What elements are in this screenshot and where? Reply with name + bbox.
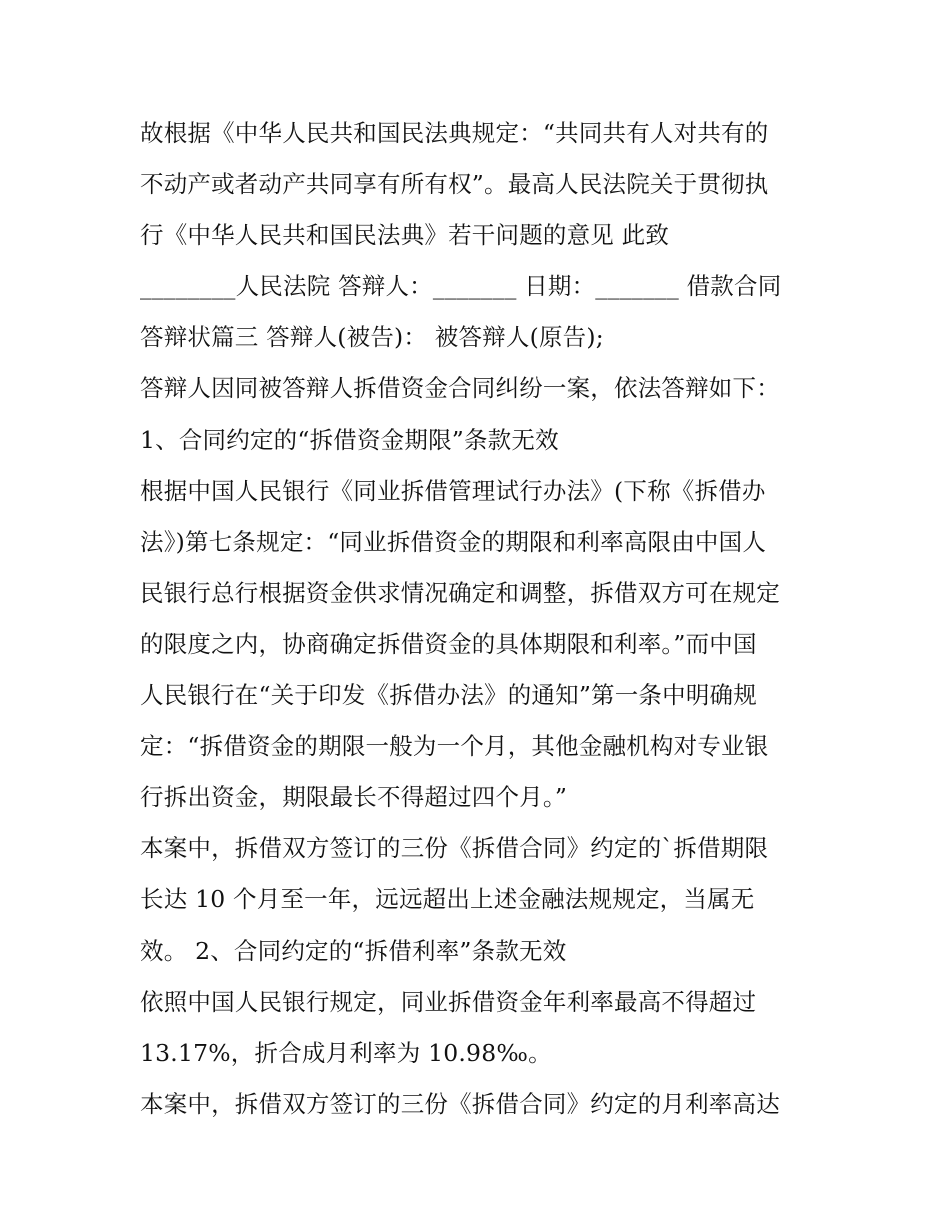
text-line: 民银行总行根据资金供求情况确定和调整，拆借双方可在规定 xyxy=(140,578,780,607)
text-line: 13.17%，折合成月利率为 10.98‰。 xyxy=(140,1038,552,1067)
text-line: 的限度之内，协商确定拆借资金的具体期限和利率。”而中国 xyxy=(140,629,757,658)
text-line: 定：“拆借资金的期限一般为一个月，其他金融机构对专业银 xyxy=(140,732,769,761)
text-line: 行《中华人民共和国民法典》若干问题的意见 此致 xyxy=(140,221,670,250)
text-line: 依照中国人民银行规定，同业拆借资金年利率最高不得超过 xyxy=(140,987,757,1016)
text-line: 不动产或者动产共同享有所有权”。最高人民法院关于贯彻执 xyxy=(140,170,769,199)
text-line: 法》)第七条规定：“同业拆借资金的期限和利率高限由中国人 xyxy=(140,527,767,556)
text-line: 长达 10 个月至一年，远远超出上述金融法规规定，当属无 xyxy=(140,885,755,914)
text-line: 答辩状篇三 答辩人(被告)： 被答辩人(原告); xyxy=(140,323,604,352)
text-line: 根据中国人民银行《同业拆借管理试行办法》(下称《拆借办 xyxy=(140,476,766,505)
text-line: ________人民法院 答辩人：_______ 日期：_______ 借款合同 xyxy=(140,272,782,301)
text-line: 答辩人因同被答辩人拆借资金合同纠纷一案，依法答辩如下： xyxy=(140,374,780,403)
text-line: 人民银行在“关于印发《拆借办法》的通知”第一条中明确规 xyxy=(140,681,757,710)
text-line: 行拆出资金，期限最长不得超过四个月。” xyxy=(140,783,568,812)
text-line: 本案中，拆借双方签订的三份《拆借合同》约定的`拆借期限 xyxy=(140,834,769,863)
text-line: 本案中，拆借双方签订的三份《拆借合同》约定的月利率高达 xyxy=(140,1089,780,1118)
text-line: 故根据《中华人民共和国民法典规定：“共同共有人对共有的 xyxy=(140,119,769,147)
document-body xyxy=(140,108,830,1130)
text-line: 效。 2、合同约定的“拆借利率”条款无效 xyxy=(140,936,567,965)
section-heading: 1、合同约定的“拆借资金期限”条款无效 xyxy=(140,425,559,454)
